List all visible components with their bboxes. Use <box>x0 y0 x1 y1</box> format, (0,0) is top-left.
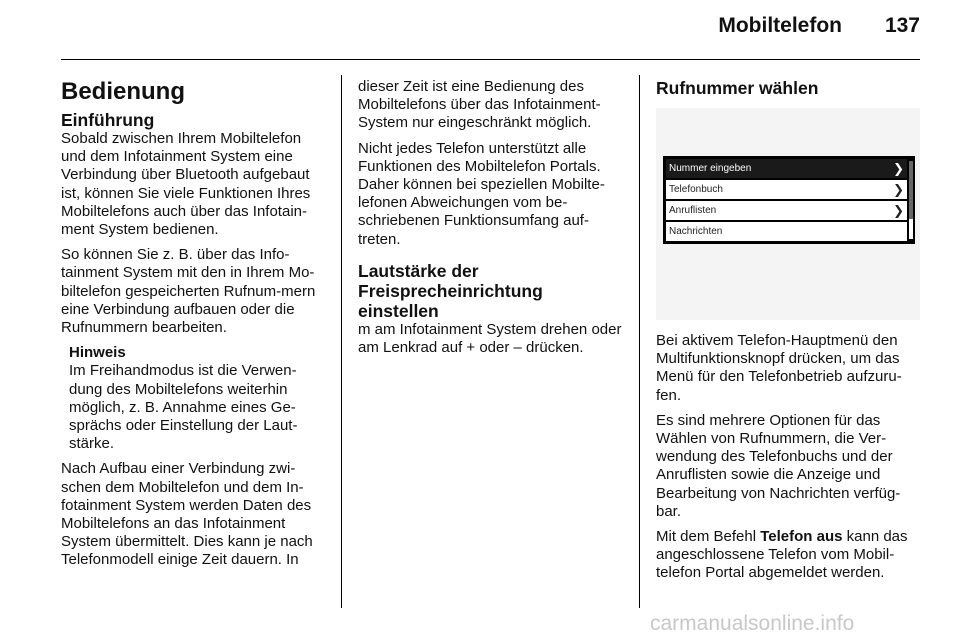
paragraph-connection: Nach Aufbau einer Verbindung zwi-schen dem Mobiltelefon und dem In-fotainment System werden Daten des Mobiltelefons an das Infotainment System übermittelt. Dies kann je nach Telefonmodell einige Zeit dauern. In <box>61 460 313 569</box>
subheading-volume-line-1: Lautstärke der <box>358 260 479 281</box>
paragraph-options: Es sind mehrere Optionen für das Wählen von Rufnummern, die Ver-wendung des Telefonbuchs und der Anruflisten sowie die Anzeige und Bearbeitung von Nachrichten verfüg-bar. <box>656 411 901 520</box>
paragraph-phone-off-post: kann das angeschlossene Telefon vom Mobil-telefon Portal abgemeldet werden. <box>656 528 908 582</box>
chevron-right-icon: ❯ <box>893 161 904 176</box>
paragraph-intro: Sobald zwischen Ihrem Mobiltelefon und dem Infotainment System eine Verbindung über Bluetooth aufgebaut ist, können Sie viele Funktionen Ihres Mobiltelefons auch über das Infotain-ment System bedienen. <box>61 130 311 239</box>
section-heading: Bedienung <box>61 78 185 105</box>
column-divider-1 <box>341 75 342 608</box>
chevron-right-icon: ❯ <box>893 203 904 218</box>
menu-item-telefonbuch[interactable] <box>666 180 907 199</box>
subheading-volume-line-2: Freisprecheinrichtung <box>358 280 543 301</box>
menu-item-label: Telefonbuch <box>669 184 723 195</box>
menu-item-nummer-eingeben[interactable] <box>666 159 907 178</box>
header-title: Mobiltelefon <box>718 14 842 37</box>
phone-menu-screenshot <box>656 108 920 320</box>
menu-item-label: Anruflisten <box>669 205 717 216</box>
right-column-heading <box>656 78 924 98</box>
menu-item-label: Nachrichten <box>669 226 723 237</box>
paragraph-support: Nicht jedes Telefon unterstützt alle Funktionen des Mobiltelefon Portals. Daher können bei speziellen Mobilte-lefonen Abweichungen vom be-schriebenen Funktionsumfang auf-treten. <box>358 139 605 248</box>
chevron-right-icon: ❯ <box>893 182 904 197</box>
left-column <box>61 78 326 577</box>
watermark: carmanualsonline.info <box>650 612 855 635</box>
paragraph-open-menu: Bei aktivem Telefon-Hauptmenü den Multifunktionsknopf drücken, um das Menü für den Telefonbetrieb aufzuru-fen. <box>656 332 902 404</box>
paragraph-volume: m am Infotainment System drehen oder am Lenkrad auf + oder ‒ drücken. <box>358 320 622 357</box>
paragraph-limited-use: dieser Zeit ist eine Bedienung des Mobiltelefons über das Infotainment-System nur eingeschränkt möglich. <box>358 78 601 132</box>
subheading-einfuehrung: Einführung <box>61 110 155 130</box>
phone-menu <box>663 156 915 244</box>
paragraph-phone-off-pre: Mit dem Befehl <box>656 528 761 546</box>
note-text: Im Freihandmodus ist die Verwen-dung des Mobiltelefons weiterhin möglich, z. B. Annahme eines Ge-sprächs oder Einstellung der Laut-stärke. <box>69 362 298 453</box>
middle-column <box>358 78 624 364</box>
column-divider-2 <box>639 75 640 608</box>
subheading-volume <box>358 261 624 321</box>
paragraph-example: So können Sie z. B. über das Info-tainment System mit den in Ihrem Mo-biltelefon gespeicherten Rufnum-mern eine Verbindung aufbauen oder die Rufnummern bearbeiten. <box>61 246 316 337</box>
menu-item-label: Nummer eingeben <box>669 163 752 174</box>
subheading-volume-line-3: einstellen <box>358 300 439 321</box>
note-box <box>61 344 326 453</box>
menu-item-nachrichten[interactable] <box>666 222 907 241</box>
subheading-dial: Rufnummer wählen <box>656 78 819 98</box>
right-column-body <box>656 332 924 590</box>
command-telefon-aus: Telefon aus <box>760 528 843 546</box>
page-number: 137 <box>884 14 920 37</box>
paragraph-phone-off <box>656 528 924 583</box>
menu-scrollbar-thumb[interactable] <box>909 219 913 239</box>
header-rule <box>61 59 920 60</box>
menu-scrollbar[interactable] <box>909 161 913 239</box>
note-title: Hinweis <box>69 344 126 362</box>
menu-item-anruflisten[interactable] <box>666 201 907 220</box>
